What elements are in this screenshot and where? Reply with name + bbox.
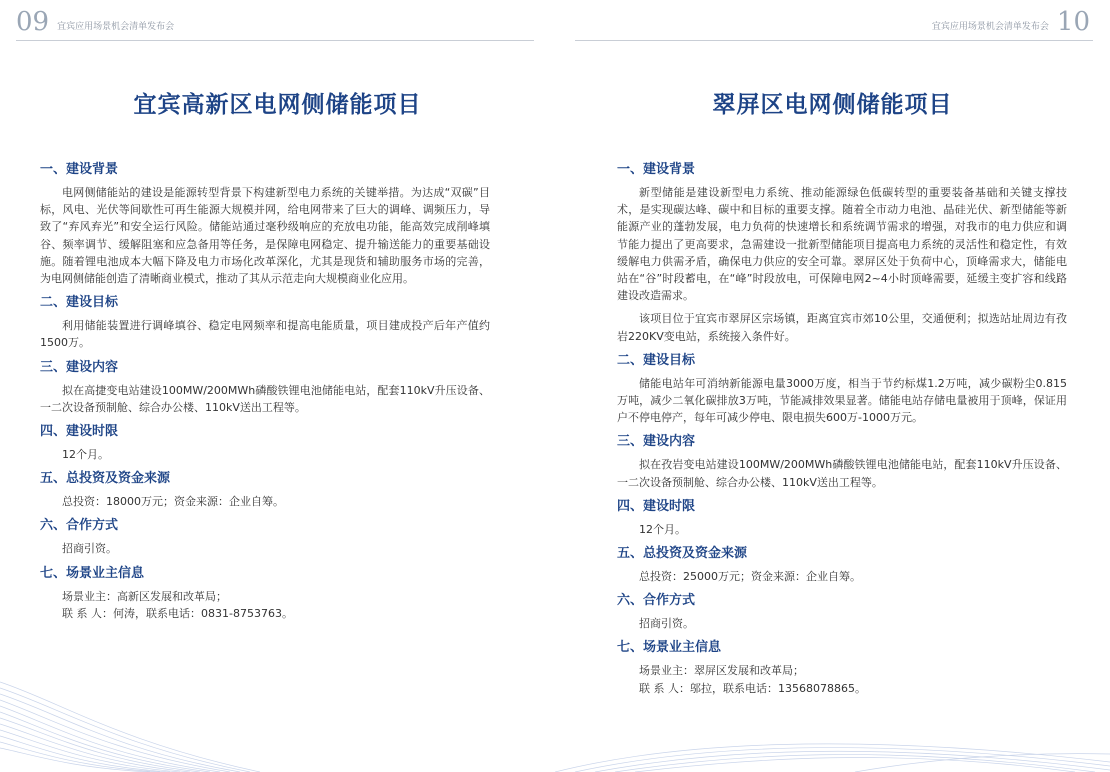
page-content bbox=[617, 160, 1067, 703]
section-heading: 五、总投资及资金来源 bbox=[617, 546, 748, 562]
section-paragraph: 该项目位于宜宾市翠屏区宗场镇，距离宜宾市郊10公里，交通便利；拟选站址周边有孜岩220KV变电站，系统接入条件好。 bbox=[617, 312, 1067, 343]
section-paragraph: 新型储能是建设新型电力系统、推动能源绿色低碳转型的重要装备基础和关键支撑技术，是实现碳达峰、碳中和目标的重要支撑。随着全市动力电池、晶硅光伏、新型储能等新能源产业的蓬勃发展，电力负荷的快速增长和系统调节需求的增强，对我市的电力供应和调节能力提出了更高要求，急需建设一批新型储能项目提高电力系统的灵活性和稳定性，有效缓解电力供需矛盾，确保电力供应的安全可靠。翠屏区处于负荷中心，顶峰需求大，储能电站在“谷”时段蓄电，在“峰”时段放电，可保障电网2~4小时顶峰需要，延缓主变扩容和线路建设改造需求。 bbox=[617, 186, 1067, 303]
section-paragraph: 12个月。 bbox=[639, 522, 686, 536]
header-rule bbox=[16, 40, 534, 41]
section-paragraph: 拟在孜岩变电站建设100MW/200MWh磷酸铁锂电池储能电站，配套110kV升压设备、一二次设备预制舱、综合办公楼、110kV送出工程等。 bbox=[617, 458, 1067, 489]
page-title: 宜宾高新区电网侧储能项目 bbox=[133, 92, 422, 118]
section-paragraph: 利用储能装置进行调峰填谷、稳定电网频率和提高电能质量，项目建成投产后年产值约1500万。 bbox=[40, 319, 490, 350]
page-content bbox=[40, 160, 490, 628]
section-heading: 二、建设目标 bbox=[40, 295, 119, 311]
header-rule bbox=[575, 40, 1093, 41]
header-title: 宜宾应用场景机会清单发布会 bbox=[931, 22, 1049, 32]
section-paragraph: 场景业主：高新区发展和改革局； bbox=[62, 589, 227, 603]
section-paragraph: 招商引资。 bbox=[639, 617, 694, 631]
page-number: 09 bbox=[16, 7, 50, 37]
wave-decoration bbox=[555, 722, 1110, 772]
section-paragraph: 联 系 人：邬拉，联系电话：13568078865。 bbox=[639, 681, 866, 695]
section-paragraph: 招商引资。 bbox=[62, 542, 117, 556]
right-page bbox=[555, 0, 1110, 772]
page-header bbox=[16, 8, 174, 36]
section-heading: 五、总投资及资金来源 bbox=[40, 471, 171, 487]
section-paragraph: 12个月。 bbox=[62, 448, 109, 462]
section-paragraph: 储能电站年可消纳新能源电量3000万度，相当于节约标煤1.2万吨，减少碳粉尘0.815万吨，减少二氧化碳排放3万吨，节能减排效果显著。储能电站存储电量被用于顶峰，保证用户不停电停产，每年可减少停电、限电损失600万-1000万元。 bbox=[617, 376, 1067, 425]
section-paragraph: 场景业主：翠屏区发展和改革局； bbox=[639, 664, 804, 678]
page-header bbox=[932, 8, 1090, 36]
section-heading: 三、建设内容 bbox=[40, 359, 119, 375]
section-heading: 七、场景业主信息 bbox=[617, 640, 722, 656]
section-heading: 一、建设背景 bbox=[617, 162, 696, 177]
section-heading: 四、建设时限 bbox=[617, 498, 696, 514]
section-heading: 六、合作方式 bbox=[617, 593, 696, 609]
wave-decoration bbox=[0, 672, 300, 772]
section-paragraph: 拟在高捷变电站建设100MW/200MWh磷酸铁锂电池储能电站，配套110kV升压设备、一二次设备预制舱、综合办公楼、110kV送出工程等。 bbox=[40, 383, 490, 414]
section-heading: 三、建设内容 bbox=[617, 434, 696, 450]
section-paragraph: 电网侧储能站的建设是能源转型背景下构建新型电力系统的关键举措。为达成“双碳”目标，风电、光伏等间歇性可再生能源大规模并网，给电网带来了巨大的调峰、调频压力，导致了“弃风弃光”和安全运行风险。储能站通过毫秒级响应的充放电功能，能高效完成削峰填谷、频率调节、缓解阻塞和应急备用等任务，是保障电网稳定、提升输送能力的重要基础设施。随着锂电池成本大幅下降及电力市场化改革深化，尤其是现货和辅助服务市场的完善，为电网侧储能创造了清晰商业模式，推动了其从示范走向大规模商业化应用。 bbox=[40, 186, 490, 286]
section-heading: 二、建设目标 bbox=[617, 352, 696, 368]
header-title: 宜宾应用场景机会清单发布会 bbox=[57, 22, 175, 32]
page-number: 10 bbox=[1056, 7, 1090, 37]
section-heading: 六、合作方式 bbox=[40, 518, 119, 534]
section-heading: 一、建设背景 bbox=[40, 162, 119, 177]
section-paragraph: 总投资：18000万元；资金来源：企业自筹。 bbox=[62, 495, 284, 509]
section-heading: 七、场景业主信息 bbox=[40, 565, 145, 581]
section-paragraph: 总投资：25000万元；资金来源：企业自筹。 bbox=[639, 570, 861, 584]
section-paragraph: 联 系 人：何涛，联系电话：0831-8753763。 bbox=[62, 606, 293, 620]
section-heading: 四、建设时限 bbox=[40, 424, 119, 440]
page-title: 翠屏区电网侧储能项目 bbox=[712, 92, 953, 118]
